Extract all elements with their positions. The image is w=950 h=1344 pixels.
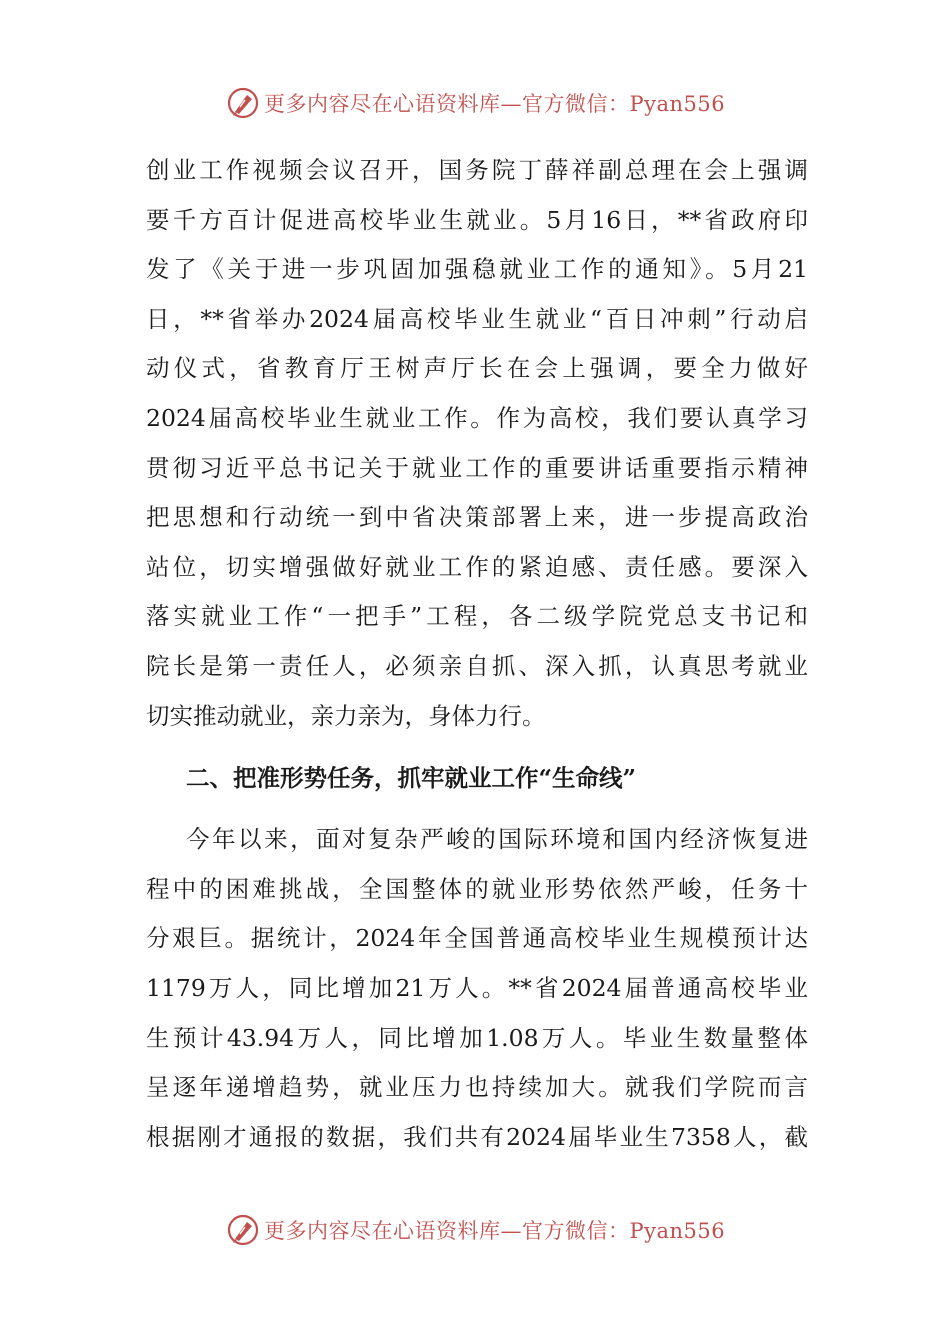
paragraph-line: 今年以来，面对复杂严峻的国际环境和国内经济恢复进 xyxy=(186,825,808,854)
paragraph-line: 生预计43.94万人，同比增加1.08万人。毕业生数量整体 xyxy=(146,1023,808,1052)
paragraph-line: 院长是第一责任人，必须亲自抓、深入抓，认真思考就业 xyxy=(146,651,808,680)
paragraph-line: 2024届高校毕业生就业工作。作为高校，我们要认真学习 xyxy=(146,403,808,432)
paragraph-line: 1179万人，同比增加21万人。**省2024届普通高校毕业 xyxy=(146,973,808,1002)
watermark-banner-top xyxy=(226,83,726,123)
paragraph-line: 贯彻习近平总书记关于就业工作的重要讲话重要指示精神 xyxy=(146,453,808,482)
paragraph-line: 落实就业工作“一把手”工程，各二级学院党总支书记和 xyxy=(146,602,808,631)
paragraph-line: 把思想和行动统一到中省决策部署上来，进一步提高政治 xyxy=(146,503,808,532)
paragraph-line: 分艰巨。据统计，2024年全国普通高校毕业生规模预计达 xyxy=(146,924,808,953)
paragraph-line: 发了《关于进一步巩固加强稳就业工作的通知》。5月21 xyxy=(146,255,808,284)
pen-nib-logo-icon xyxy=(226,1213,260,1247)
paragraph-line: 切实推动就业，亲力亲为，身体力行。 xyxy=(146,701,546,730)
section-heading: 二、把准形势任务，抓牢就业工作“生命线” xyxy=(186,764,637,793)
paragraph-line: 日，**省举办2024届高校毕业生就业“百日冲刺”行动启 xyxy=(146,304,808,333)
paragraph-line: 呈逐年递增趋势，就业压力也持续加大。就我们学院而言 xyxy=(146,1073,808,1102)
watermark-banner-bottom xyxy=(226,1210,726,1250)
watermark-text-bottom: 更多内容尽在心语资料库—官方微信：Pyan556 xyxy=(264,1219,726,1243)
pen-nib-logo-icon xyxy=(226,86,260,120)
paragraph-line: 要千方百计促进高校毕业生就业。5月16日，**省政府印 xyxy=(146,205,808,234)
paragraph-line: 动仪式，省教育厅王树声厅长在会上强调，要全力做好 xyxy=(146,354,808,383)
paragraph-line: 站位，切实增强做好就业工作的紧迫感、责任感。要深入 xyxy=(146,552,808,581)
paragraph-line: 创业工作视频会议召开，国务院丁薛祥副总理在会上强调 xyxy=(146,156,808,184)
paragraph-line: 根据刚才通报的数据，我们共有2024届毕业生7358人，截 xyxy=(146,1122,808,1151)
document-body xyxy=(146,146,808,1162)
paragraph-line: 程中的困难挑战，全国整体的就业形势依然严峻，任务十 xyxy=(146,874,808,903)
watermark-text-top: 更多内容尽在心语资料库—官方微信：Pyan556 xyxy=(264,92,726,116)
